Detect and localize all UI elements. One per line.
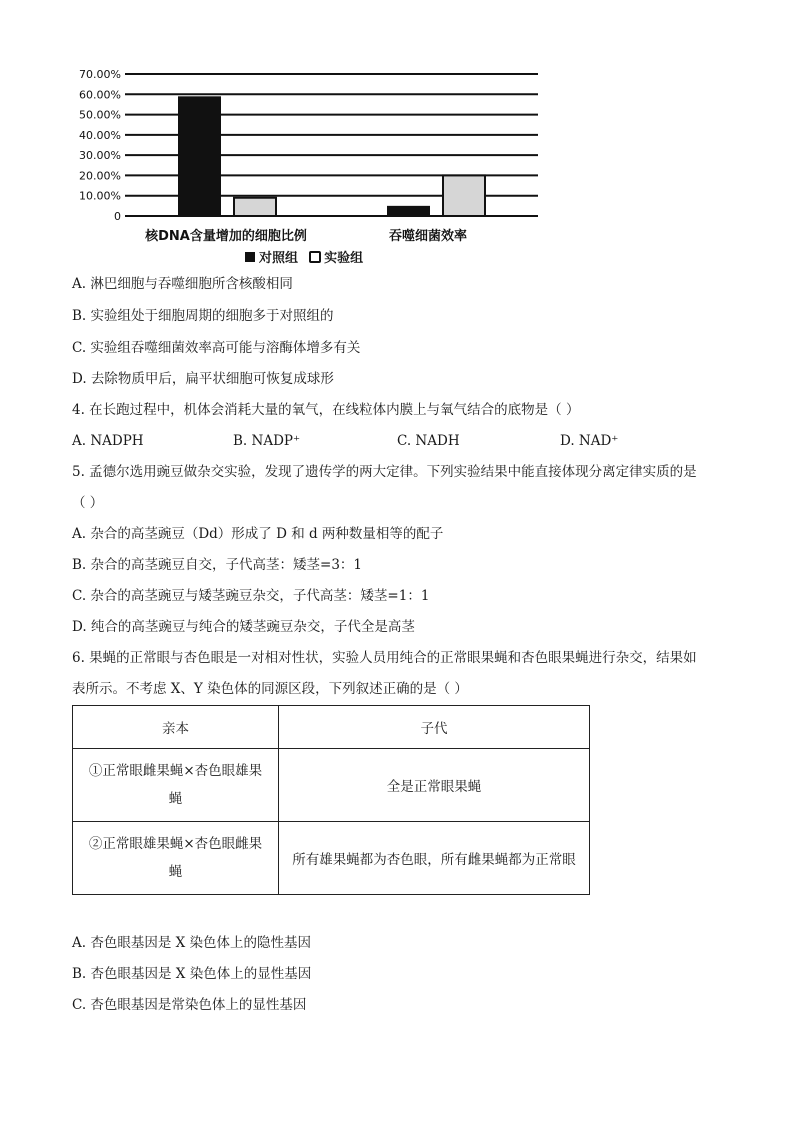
- q4-stem: 4. 在长跑过程中，机体会消耗大量的氧气，在线粒体内膜上与氧气结合的底物是（ ）: [72, 402, 580, 418]
- legend-label-experiment: 实验组: [324, 251, 364, 266]
- q5-stem-line2: （ ）: [72, 495, 104, 511]
- q6-table: [72, 705, 590, 895]
- table-row: [73, 822, 590, 895]
- q6-stem-line2: 表所示。不考虑 X、Y 染色体的同源区段，下列叙述正确的是（ ）: [72, 681, 468, 697]
- q5-stem-line1: 5. 孟德尔选用豌豆做杂交实验，发现了遗传学的两大定律。下列实验结果中能直接体现分离定律实质的是: [72, 464, 697, 480]
- x-category-label: 核DNA含量增加的细胞比例: [145, 229, 307, 244]
- q5-option-a: A. 杂合的高茎豌豆（Dd）形成了 D 和 d 两种数量相等的配子: [72, 526, 444, 542]
- chart-legend: [245, 246, 363, 264]
- parent-line1: ②正常眼雄果蝇×杏色眼雌果: [88, 836, 263, 852]
- legend-swatch-control: [245, 252, 255, 262]
- q3-option-d: D. 去除物质甲后，扁平状细胞可恢复成球形: [72, 371, 334, 387]
- q3-option-c: C. 实验组吞噬细菌效率高可能与溶酶体增多有关: [72, 340, 361, 356]
- y-tick-label: 40.00%: [79, 128, 121, 142]
- table-header-row: [73, 706, 590, 749]
- parent-line2: 蝇: [168, 864, 183, 880]
- y-tick-label: 50.00%: [79, 108, 121, 122]
- bar-experiment: [443, 175, 485, 216]
- q6-option-c: C. 杏色眼基因是常染色体上的显性基因: [72, 997, 307, 1013]
- table-row: [73, 749, 590, 822]
- table-header-offspring: 子代: [279, 706, 590, 749]
- q4-option-a: A. NADPH: [72, 433, 144, 449]
- q4-option-c: C. NADH: [397, 433, 460, 449]
- q3-option-a: A. 淋巴细胞与吞噬细胞所含核酸相同: [72, 276, 293, 292]
- bar-control: [178, 96, 221, 216]
- q4-option-b: B. NADP⁺: [233, 433, 301, 449]
- q5-option-b: B. 杂合的高茎豌豆自交，子代高茎：矮茎=3：1: [72, 557, 362, 573]
- y-tick-label: 10.00%: [79, 189, 121, 203]
- q5-option-c: C. 杂合的高茎豌豆与矮茎豌豆杂交，子代高茎：矮茎=1：1: [72, 588, 430, 604]
- table-header-parent: 亲本: [73, 706, 279, 749]
- q6-stem-line1: 6. 果蝇的正常眼与杏色眼是一对相对性状，实验人员用纯合的正常眼果蝇和杏色眼果蝇进行杂交，结果如: [72, 650, 697, 666]
- parent-line1: ①正常眼雌果蝇×杏色眼雄果: [88, 763, 263, 779]
- y-tick-label: 20.00%: [79, 169, 121, 183]
- parent-line2: 蝇: [168, 791, 183, 807]
- y-tick-label: 0: [114, 210, 121, 223]
- legend-label-control: 对照组: [259, 251, 299, 266]
- bar-chart: [0, 0, 794, 270]
- q6-option-a: A. 杏色眼基因是 X 染色体上的隐性基因: [72, 935, 312, 951]
- x-category-label: 吞噬细菌效率: [388, 229, 468, 244]
- y-tick-label: 70.00%: [79, 68, 121, 81]
- q4-option-d: D. NAD⁺: [560, 433, 619, 449]
- table-cell-offspring: 所有雄果蝇都为杏色眼，所有雌果蝇都为正常眼: [279, 822, 590, 895]
- y-tick-label: 30.00%: [79, 149, 121, 163]
- bar-experiment: [234, 198, 276, 216]
- table-cell-parent: [73, 749, 279, 822]
- legend-swatch-experiment: [309, 251, 321, 263]
- y-tick-label: 60.00%: [79, 88, 121, 102]
- table-cell-offspring: 全是正常眼果蝇: [279, 749, 590, 822]
- q3-option-b: B. 实验组处于细胞周期的细胞多于对照组的: [72, 308, 334, 324]
- q5-option-d: D. 纯合的高茎豌豆与纯合的矮茎豌豆杂交，子代全是高茎: [72, 619, 415, 635]
- bar-control: [387, 206, 430, 216]
- q6-option-b: B. 杏色眼基因是 X 染色体上的显性基因: [72, 966, 312, 982]
- table-cell-parent: [73, 822, 279, 895]
